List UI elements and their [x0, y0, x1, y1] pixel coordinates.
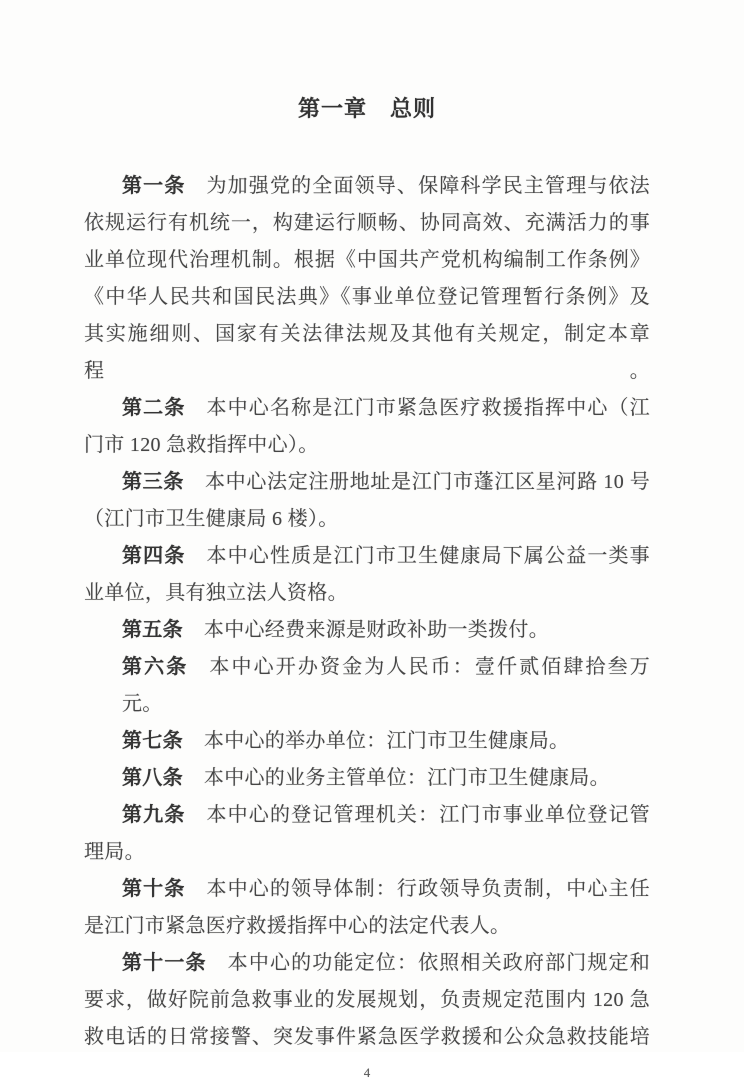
article-number: 第四条 [122, 545, 186, 567]
article-text: 本中心法定注册地址是江门市蓬江区星河路 10 号 [205, 471, 650, 493]
article-number: 第九条 [122, 804, 186, 826]
article-paragraph [84, 390, 650, 464]
article-line: 其实施细则、国家有关法律法规及其他有关规定，制定本章程。 [84, 323, 650, 382]
article-text: 为加强党的全面领导、保障科学民主管理与依法 [206, 175, 650, 197]
page-number: 4 [363, 1065, 371, 1080]
article-line [84, 797, 650, 834]
article-line [84, 612, 650, 649]
article-number: 第二条 [122, 397, 186, 419]
article-paragraph [84, 797, 650, 871]
article-number: 第六条 [122, 656, 189, 678]
article-paragraph [84, 760, 650, 797]
article-paragraph [84, 945, 650, 1056]
article-text: 本中心经费来源是财政补助一类拨付。 [203, 619, 550, 641]
article-line [84, 538, 650, 575]
article-text: 本中心的登记管理机关：江门市事业单位登记管 [206, 804, 650, 826]
article-line [84, 871, 650, 908]
article-line: 要求，做好院前急救事业的发展规划，负责规定范围内 120 急 [84, 989, 650, 1011]
articles-container [84, 168, 650, 1056]
article-paragraph [84, 464, 650, 538]
article-line [84, 945, 650, 982]
article-paragraph [84, 612, 650, 649]
article-text: 本中心的领导体制：行政领导负责制，中心主任 [206, 878, 650, 900]
article-text: 本中心名称是江门市紧急医疗救援指挥中心（江 [206, 397, 650, 419]
article-text: 本中心的业务主管单位：江门市卫生健康局。 [203, 767, 610, 789]
article-line [84, 168, 650, 205]
article-line: 《中华人民共和国民法典》《事业单位登记管理暂行条例》及 [84, 286, 650, 308]
article-line [84, 649, 650, 723]
article-line: 业单位现代治理机制。根据《中国共产党机构编制工作条例》 [84, 249, 650, 271]
article-paragraph [84, 871, 650, 945]
article-line [84, 760, 650, 797]
article-number: 第十条 [122, 878, 186, 900]
article-number: 第八条 [122, 767, 183, 789]
article-number: 第三条 [122, 471, 185, 493]
article-line [84, 723, 650, 760]
article-line: 业单位，具有独立法人资格。 [84, 582, 348, 604]
article-line [84, 464, 650, 501]
article-text: 本中心的举办单位：江门市卫生健康局。 [203, 730, 570, 752]
chapter-title: 第一章 总则 [297, 96, 436, 121]
article-line: 是江门市紧急医疗救援指挥中心的法定代表人。 [84, 915, 511, 937]
article-text: 本中心开办资金为人民币：壹仟贰佰肆拾叁万元。 [122, 656, 651, 715]
article-line: 门市 120 急救指挥中心）。 [84, 434, 319, 456]
article-paragraph [84, 649, 650, 723]
article-number: 第五条 [122, 619, 183, 641]
article-line: 救电话的日常接警、突发事件紧急医学救援和公众急救技能培 [84, 1026, 650, 1048]
article-paragraph [84, 538, 650, 612]
article-line [84, 390, 650, 427]
article-text: 本中心性质是江门市卫生健康局下属公益一类事 [206, 545, 650, 567]
article-paragraph [84, 723, 650, 760]
article-line: （江门市卫生健康局 6 楼）。 [84, 508, 339, 530]
article-number: 第十一条 [122, 952, 207, 974]
article-number: 第七条 [122, 730, 183, 752]
article-text: 本中心的功能定位：依照相关政府部门规定和 [227, 952, 651, 974]
article-paragraph [84, 168, 650, 390]
article-line: 依规运行有机统一，构建运行顺畅、协同高效、充满活力的事 [84, 212, 650, 234]
article-number: 第一条 [122, 175, 186, 197]
article-line: 理局。 [84, 841, 145, 863]
